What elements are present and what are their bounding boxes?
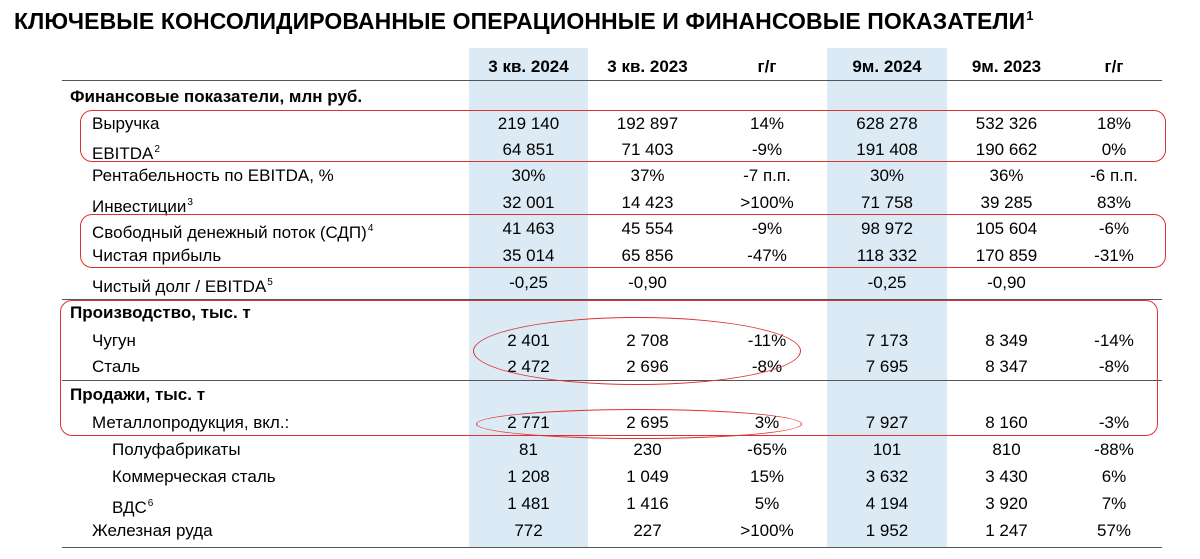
table-cell: 71 758 [861, 193, 913, 212]
table-cell: 37% [630, 166, 665, 185]
table-cell: 14 423 [621, 193, 674, 212]
table-cell: 7 695 [865, 357, 909, 376]
table-cell: 2 696 [626, 357, 669, 376]
divider [62, 547, 1162, 548]
annotation-oval-sales [476, 409, 802, 439]
table-cell: 8 160 [985, 413, 1028, 432]
table-cell: 227 [633, 521, 662, 540]
row-label: Коммерческая сталь [112, 467, 276, 486]
table-cell: -9% [751, 140, 783, 159]
table-cell: 41 463 [502, 219, 555, 238]
table-cell: 7 173 [865, 331, 909, 350]
column-header: 3 кв. 2024 [488, 57, 569, 76]
table-cell: -11% [747, 331, 787, 350]
table-cell: 57% [1096, 521, 1132, 540]
table-cell: 14% [749, 114, 785, 133]
table-cell: 7 927 [865, 413, 909, 432]
table-cell: 628 278 [856, 114, 918, 133]
row-label: EBITDA$^2$ [92, 144, 160, 163]
column-header: г/г [757, 57, 777, 76]
table-cell: -6 п.п. [1090, 166, 1138, 185]
table-cell: 191 408 [856, 140, 918, 159]
annotation-box-fcf-net-income [80, 214, 1166, 268]
table-cell: 0% [1101, 140, 1127, 159]
row-label: Чугун [92, 331, 136, 350]
table-cell: -8% [751, 357, 783, 376]
table-cell: -3% [1098, 413, 1130, 432]
table-cell: 1 208 [507, 467, 550, 486]
table-cell: 30% [869, 166, 905, 185]
row-label: Полуфабрикаты [112, 440, 241, 459]
section-heading: Продажи, тыс. т [70, 385, 206, 404]
table-cell: 39 285 [980, 193, 1033, 212]
row-label: Свободный денежный поток (СДП)$^4$ [92, 223, 374, 242]
table-cell: 2 695 [626, 413, 669, 432]
row-label: Сталь [92, 357, 141, 376]
table-cell: 6% [1101, 467, 1127, 486]
annotation-box-revenue-ebitda [80, 110, 1166, 162]
divider [62, 80, 1162, 81]
table-cell: 8 349 [985, 331, 1028, 350]
table-cell: 1 247 [985, 521, 1028, 540]
table-cell: -7 п.п. [743, 166, 791, 185]
table-cell: 35 014 [502, 246, 555, 265]
row-label: Железная руда [92, 521, 213, 540]
table-cell: 30% [511, 166, 546, 185]
table-cell: -47% [747, 246, 787, 265]
table-cell: -0,25 [509, 273, 548, 292]
table-cell: -0,90 [628, 273, 667, 292]
table-cell: 810 [992, 440, 1021, 459]
section-heading: Производство, тыс. т [70, 303, 251, 322]
row-label: ВДС$^6$ [112, 498, 154, 517]
table-cell: 32 001 [502, 193, 555, 212]
table-cell: 83% [1096, 193, 1132, 212]
table-cell: 3 430 [985, 467, 1028, 486]
table-cell: 118 332 [856, 246, 918, 265]
table-cell: 1 049 [626, 467, 669, 486]
table-cell: 98 972 [861, 219, 913, 238]
row-label: Чистый долг / EBITDA$^5$ [92, 277, 273, 296]
table-cell: 3 632 [865, 467, 909, 486]
row-label: Рентабельность по EBITDA, % [92, 166, 334, 185]
table-cell: 8 347 [985, 357, 1028, 376]
table-cell: -14% [1094, 331, 1134, 350]
table-cell: -6% [1098, 219, 1130, 238]
table-cell: 1 952 [865, 521, 909, 540]
table-cell: 170 859 [975, 246, 1038, 265]
table-cell: 192 897 [616, 114, 679, 133]
table-cell: 45 554 [621, 219, 674, 238]
table-cell: -65% [747, 440, 787, 459]
row-label: Чистая прибыль [92, 246, 222, 265]
table-cell: -0,90 [987, 273, 1026, 292]
column-header: г/г [1104, 57, 1124, 76]
table-cell: 65 856 [621, 246, 674, 265]
page-title: КЛЮЧЕВЫЕ КОНСОЛИДИРОВАННЫЕ ОПЕРАЦИОННЫЕ И ФИНАНСОВЫЕ ПОКАЗАТЕЛИ$^1$ [14, 8, 1034, 34]
row-label: Выручка [92, 114, 160, 133]
table-cell: 2 401 [507, 331, 550, 350]
table-cell: 230 [633, 440, 662, 459]
table-cell: 1 416 [626, 494, 669, 513]
column-header: 9м. 2023 [971, 57, 1042, 76]
table-cell: 3 920 [985, 494, 1028, 513]
table-cell: 36% [989, 166, 1024, 185]
table-cell: 772 [514, 521, 543, 540]
table-cell: -31% [1094, 246, 1134, 265]
table-cell: 5% [754, 494, 780, 513]
column-header: 3 кв. 2023 [607, 57, 688, 76]
annotation-oval-production [473, 317, 801, 385]
table-cell: >100% [740, 521, 794, 540]
table-cell: 18% [1096, 114, 1132, 133]
table-cell: 3% [754, 413, 780, 432]
table-cell: -8% [1098, 357, 1130, 376]
table-cell: 81 [519, 440, 538, 459]
table-cell: 4 194 [865, 494, 909, 513]
table-cell: 101 [872, 440, 902, 459]
section-heading: Финансовые показатели, млн руб. [70, 87, 363, 106]
table-cell: 190 662 [975, 140, 1038, 159]
table-cell: 105 604 [975, 219, 1038, 238]
table-cell: 64 851 [502, 140, 555, 159]
table-cell: -9% [751, 219, 783, 238]
table-cell: -0,25 [867, 273, 907, 292]
table-cell: 7% [1101, 494, 1127, 513]
row-label: Металлопродукция, вкл.: [92, 413, 290, 432]
column-header: 9м. 2024 [852, 57, 922, 76]
table-cell: 1 481 [507, 494, 550, 513]
table-cell: 532 326 [975, 114, 1038, 133]
table-cell: 71 403 [621, 140, 674, 159]
table-cell: 15% [749, 467, 785, 486]
table-cell: 219 140 [497, 114, 560, 133]
table-cell: >100% [740, 193, 794, 212]
table-cell: -88% [1094, 440, 1134, 459]
table-cell: 2 708 [626, 331, 669, 350]
table-cell: 2 771 [507, 413, 550, 432]
row-label: Инвестиции$^3$ [92, 197, 193, 216]
table-cell: 2 472 [507, 357, 550, 376]
